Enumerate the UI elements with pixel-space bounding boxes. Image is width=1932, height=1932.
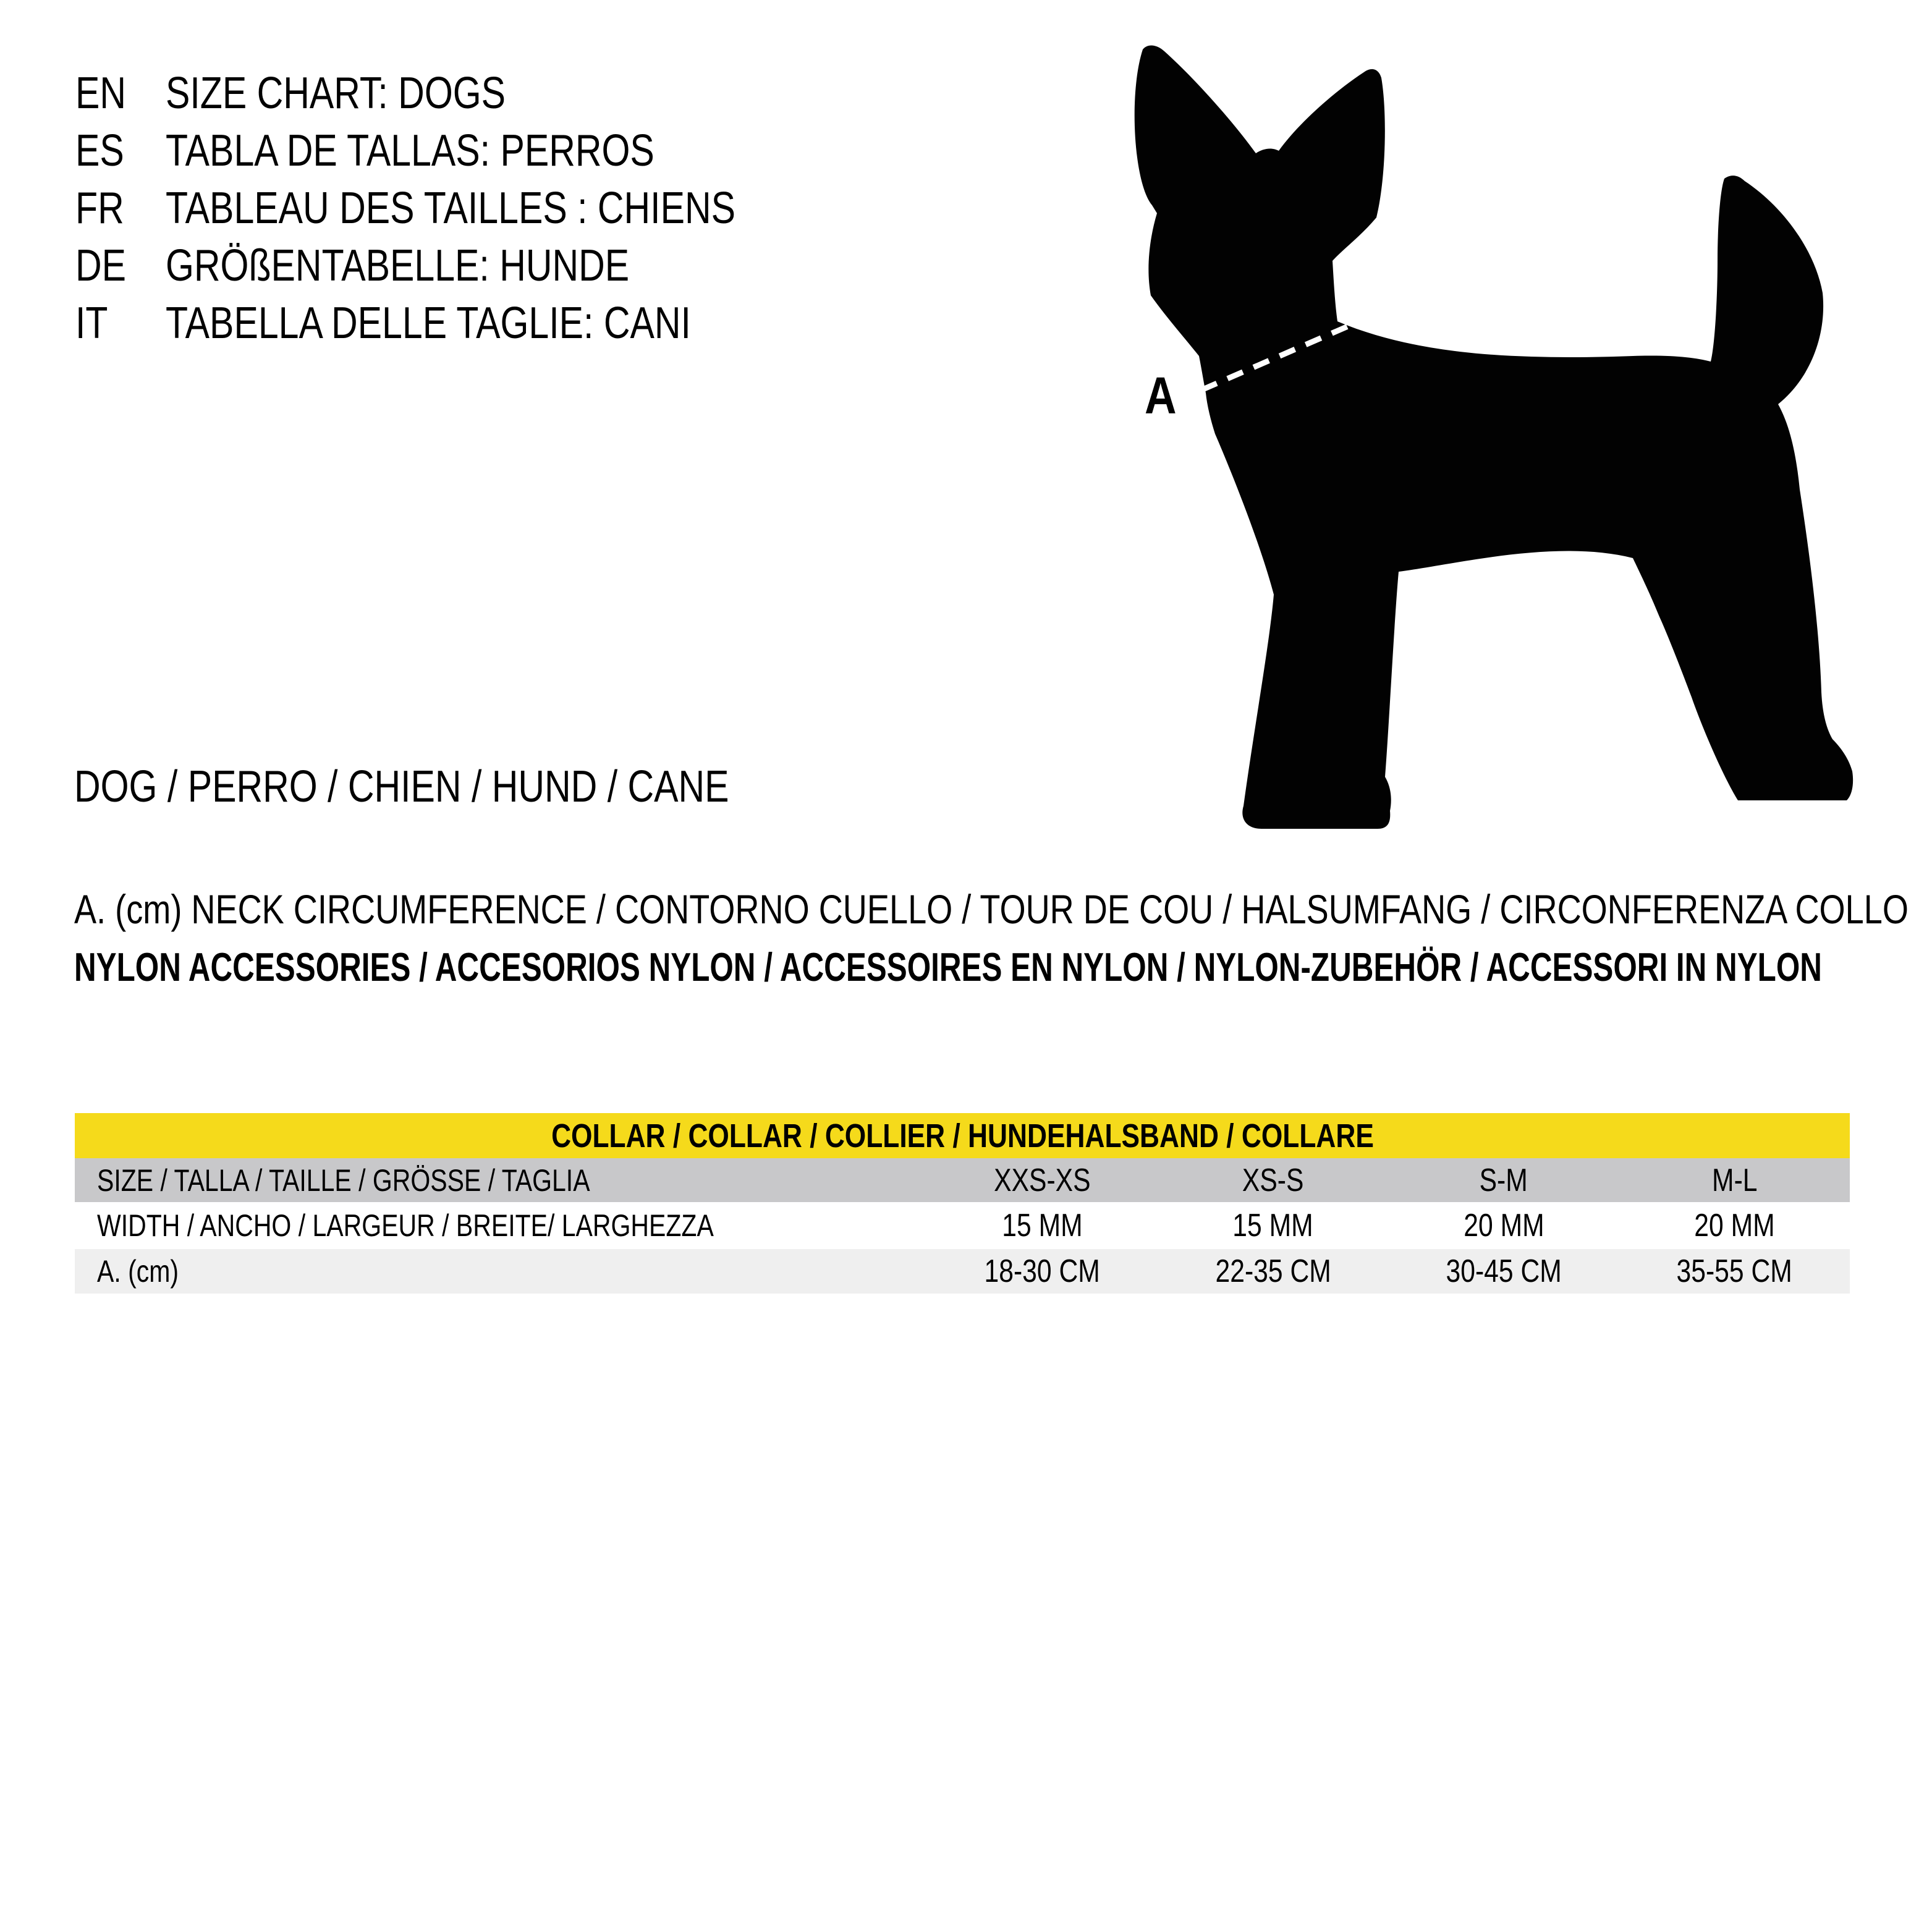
language-code: IT: [75, 299, 108, 348]
row-header: A. (cm): [97, 1254, 179, 1289]
animal-caption: DOG / PERRO / CHIEN / HUND / CANE: [74, 762, 729, 811]
table-cell: 30-45 CM: [1446, 1253, 1562, 1289]
list-item: [75, 237, 860, 295]
table-title: COLLAR / COLLAR / COLLIER / HUNDEHALSBAND / COLLARE: [551, 1117, 1374, 1155]
neck-circumference-note: A. (cm) NECK CIRCUMFERENCE / CONTORNO CUELLO / TOUR DE COU / HALSUMFANG / CIRCONFERENZA COLLO: [74, 886, 1909, 932]
table-cell: 15 MM: [1232, 1208, 1314, 1244]
table-cell: 20 MM: [1463, 1208, 1544, 1244]
chart-title: GRÖßENTABELLE: HUNDE: [166, 241, 630, 290]
table-cell: 18-30 CM: [985, 1253, 1101, 1289]
list-item: [75, 180, 860, 237]
table-row-neck: [75, 1249, 1850, 1294]
language-title-list: [75, 65, 860, 352]
table-cell: 35-55 CM: [1676, 1253, 1792, 1289]
size-table: [75, 1113, 1850, 1294]
language-code: DE: [75, 241, 127, 290]
chart-title: SIZE CHART: DOGS: [166, 69, 506, 118]
nylon-accessories-note: NYLON ACCESSORIES / ACCESORIOS NYLON / ACCESSOIRES EN NYLON / NYLON-ZUBEHÖR / ACCESSORI IN NYLON: [74, 944, 1822, 989]
language-code: FR: [75, 184, 124, 233]
row-header: SIZE / TALLA / TAILLE / GRÖSSE / TAGLIA: [97, 1163, 590, 1198]
language-code: EN: [75, 69, 127, 118]
table-cell: XXS-XS: [994, 1162, 1091, 1198]
table-cell: S-M: [1480, 1162, 1528, 1198]
table-cell: XS-S: [1242, 1162, 1304, 1198]
table-cell: 22-35 CM: [1215, 1253, 1331, 1289]
chart-title: TABELLA DELLE TAGLIE: CANI: [166, 299, 691, 348]
list-item: [75, 295, 860, 352]
chart-title: TABLEAU DES TAILLES : CHIENS: [166, 184, 735, 233]
chart-title: TABLA DE TALLAS: PERROS: [166, 126, 655, 176]
table-cell: M-L: [1711, 1162, 1758, 1198]
dog-silhouette: [1082, 31, 1916, 865]
row-header: WIDTH / ANCHO / LARGEUR / BREITE/ LARGHEZZA: [97, 1208, 714, 1243]
list-item: [75, 65, 860, 122]
table-row-width: [75, 1202, 1850, 1249]
language-code: ES: [75, 126, 124, 176]
measure-point-label: A: [1145, 366, 1177, 425]
table-cell: 15 MM: [1002, 1208, 1083, 1244]
table-row-size: [75, 1158, 1850, 1202]
table-cell: 20 MM: [1694, 1208, 1775, 1244]
table-title-row: [75, 1113, 1850, 1158]
list-item: [75, 122, 860, 180]
